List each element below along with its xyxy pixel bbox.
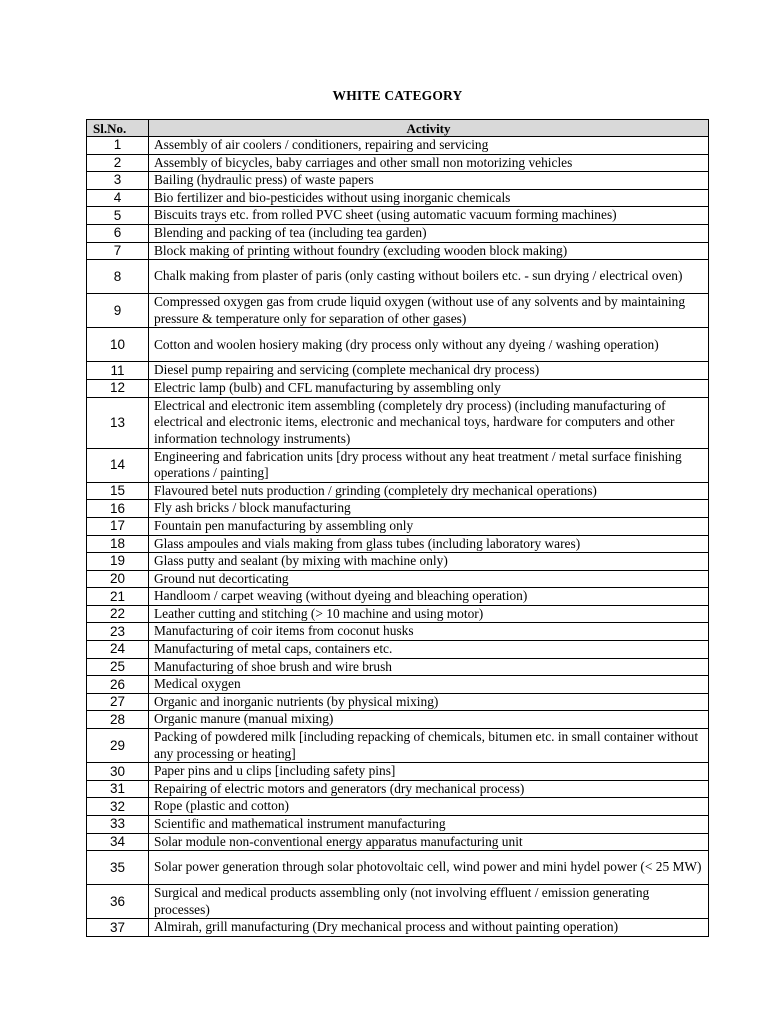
cell-sl-no: 10 bbox=[87, 328, 149, 362]
table-row bbox=[87, 588, 709, 606]
table-body bbox=[87, 137, 709, 937]
table-row bbox=[87, 763, 709, 781]
cell-activity: Assembly of bicycles, baby carriages and other small non motorizing vehicles bbox=[149, 154, 709, 172]
cell-sl-no: 11 bbox=[87, 362, 149, 380]
cell-activity: Electrical and electronic item assembling (completely dry process) (including manufacturing of electrical and electronic items, electronic and mechanical toys, hardware for computers and other information technology instruments) bbox=[149, 397, 709, 448]
cell-activity: Fountain pen manufacturing by assembling only bbox=[149, 517, 709, 535]
table-row bbox=[87, 729, 709, 763]
table-row bbox=[87, 137, 709, 155]
activity-table bbox=[86, 119, 709, 937]
table-row bbox=[87, 379, 709, 397]
cell-sl-no: 1 bbox=[87, 137, 149, 155]
cell-sl-no: 34 bbox=[87, 833, 149, 851]
table-row bbox=[87, 482, 709, 500]
table-row bbox=[87, 517, 709, 535]
table-row bbox=[87, 605, 709, 623]
cell-activity: Block making of printing without foundry (excluding wooden block making) bbox=[149, 242, 709, 260]
cell-activity: Leather cutting and stitching (> 10 machine and using motor) bbox=[149, 605, 709, 623]
table-row bbox=[87, 780, 709, 798]
cell-activity: Almirah, grill manufacturing (Dry mechanical process and without painting operation) bbox=[149, 919, 709, 937]
cell-sl-no: 32 bbox=[87, 798, 149, 816]
cell-sl-no: 19 bbox=[87, 553, 149, 571]
cell-activity: Paper pins and u clips [including safety pins] bbox=[149, 763, 709, 781]
cell-sl-no: 28 bbox=[87, 711, 149, 729]
cell-sl-no: 36 bbox=[87, 885, 149, 919]
table-row bbox=[87, 242, 709, 260]
cell-activity: Chalk making from plaster of paris (only casting without boilers etc. - sun drying / electrical oven) bbox=[149, 260, 709, 294]
cell-activity: Handloom / carpet weaving (without dyeing and bleaching operation) bbox=[149, 588, 709, 606]
cell-sl-no: 27 bbox=[87, 693, 149, 711]
table-row bbox=[87, 207, 709, 225]
cell-activity: Engineering and fabrication units [dry process without any heat treatment / metal surface finishing operations / painting] bbox=[149, 448, 709, 482]
table-header-row bbox=[87, 120, 709, 137]
cell-sl-no: 12 bbox=[87, 379, 149, 397]
table-row bbox=[87, 623, 709, 641]
table-row bbox=[87, 798, 709, 816]
header-sl-no: Sl.No. bbox=[87, 120, 149, 137]
header-activity: Activity bbox=[149, 120, 709, 137]
cell-sl-no: 37 bbox=[87, 919, 149, 937]
cell-sl-no: 21 bbox=[87, 588, 149, 606]
table-row bbox=[87, 833, 709, 851]
cell-sl-no: 35 bbox=[87, 851, 149, 885]
table-row bbox=[87, 397, 709, 448]
cell-activity: Packing of powdered milk [including repacking of chemicals, bitumen etc. in small container without any processing or heating] bbox=[149, 729, 709, 763]
cell-sl-no: 2 bbox=[87, 154, 149, 172]
cell-sl-no: 8 bbox=[87, 260, 149, 294]
cell-activity: Blending and packing of tea (including tea garden) bbox=[149, 224, 709, 242]
cell-activity: Biscuits trays etc. from rolled PVC sheet (using automatic vacuum forming machines) bbox=[149, 207, 709, 225]
table-row bbox=[87, 328, 709, 362]
table-row bbox=[87, 885, 709, 919]
cell-sl-no: 29 bbox=[87, 729, 149, 763]
cell-sl-no: 14 bbox=[87, 448, 149, 482]
table-row bbox=[87, 535, 709, 553]
cell-sl-no: 9 bbox=[87, 294, 149, 328]
table-row bbox=[87, 658, 709, 676]
cell-activity: Medical oxygen bbox=[149, 676, 709, 694]
cell-sl-no: 16 bbox=[87, 500, 149, 518]
table-row bbox=[87, 693, 709, 711]
table-row bbox=[87, 500, 709, 518]
cell-activity: Rope (plastic and cotton) bbox=[149, 798, 709, 816]
table-row bbox=[87, 260, 709, 294]
cell-sl-no: 5 bbox=[87, 207, 149, 225]
cell-activity: Bailing (hydraulic press) of waste papers bbox=[149, 172, 709, 190]
cell-activity: Diesel pump repairing and servicing (complete mechanical dry process) bbox=[149, 362, 709, 380]
table-row bbox=[87, 362, 709, 380]
cell-sl-no: 26 bbox=[87, 676, 149, 694]
cell-activity: Manufacturing of shoe brush and wire brush bbox=[149, 658, 709, 676]
cell-activity: Manufacturing of metal caps, containers etc. bbox=[149, 641, 709, 659]
cell-sl-no: 31 bbox=[87, 780, 149, 798]
cell-sl-no: 30 bbox=[87, 763, 149, 781]
cell-sl-no: 7 bbox=[87, 242, 149, 260]
cell-activity: Glass putty and sealant (by mixing with machine only) bbox=[149, 553, 709, 571]
table-row bbox=[87, 224, 709, 242]
cell-sl-no: 17 bbox=[87, 517, 149, 535]
cell-activity: Solar power generation through solar photovoltaic cell, wind power and mini hydel power (< 25 MW) bbox=[149, 851, 709, 885]
cell-activity: Glass ampoules and vials making from glass tubes (including laboratory wares) bbox=[149, 535, 709, 553]
cell-sl-no: 20 bbox=[87, 570, 149, 588]
cell-sl-no: 3 bbox=[87, 172, 149, 190]
table-row bbox=[87, 189, 709, 207]
table-row bbox=[87, 570, 709, 588]
table-row bbox=[87, 553, 709, 571]
cell-activity: Fly ash bricks / block manufacturing bbox=[149, 500, 709, 518]
cell-sl-no: 23 bbox=[87, 623, 149, 641]
cell-activity: Assembly of air coolers / conditioners, repairing and servicing bbox=[149, 137, 709, 155]
table-row bbox=[87, 711, 709, 729]
cell-activity: Organic and inorganic nutrients (by physical mixing) bbox=[149, 693, 709, 711]
cell-activity: Solar module non-conventional energy apparatus manufacturing unit bbox=[149, 833, 709, 851]
table-row bbox=[87, 919, 709, 937]
cell-activity: Ground nut decorticating bbox=[149, 570, 709, 588]
table-row bbox=[87, 641, 709, 659]
cell-sl-no: 25 bbox=[87, 658, 149, 676]
cell-sl-no: 33 bbox=[87, 816, 149, 834]
cell-activity: Flavoured betel nuts production / grinding (completely dry mechanical operations) bbox=[149, 482, 709, 500]
cell-activity: Scientific and mathematical instrument manufacturing bbox=[149, 816, 709, 834]
cell-activity: Cotton and woolen hosiery making (dry process only without any dyeing / washing operation) bbox=[149, 328, 709, 362]
table-row bbox=[87, 676, 709, 694]
cell-sl-no: 4 bbox=[87, 189, 149, 207]
cell-activity: Surgical and medical products assembling only (not involving effluent / emission generating processes) bbox=[149, 885, 709, 919]
cell-sl-no: 6 bbox=[87, 224, 149, 242]
cell-sl-no: 13 bbox=[87, 397, 149, 448]
table-row bbox=[87, 816, 709, 834]
table-row bbox=[87, 172, 709, 190]
table-row bbox=[87, 851, 709, 885]
cell-sl-no: 18 bbox=[87, 535, 149, 553]
cell-activity: Organic manure (manual mixing) bbox=[149, 711, 709, 729]
cell-activity: Electric lamp (bulb) and CFL manufacturing by assembling only bbox=[149, 379, 709, 397]
table-row bbox=[87, 154, 709, 172]
cell-sl-no: 22 bbox=[87, 605, 149, 623]
table-row bbox=[87, 294, 709, 328]
document-title: WHITE CATEGORY bbox=[332, 88, 463, 103]
cell-activity: Bio fertilizer and bio-pesticides without using inorganic chemicals bbox=[149, 189, 709, 207]
cell-sl-no: 15 bbox=[87, 482, 149, 500]
table-row bbox=[87, 448, 709, 482]
cell-activity: Repairing of electric motors and generators (dry mechanical process) bbox=[149, 780, 709, 798]
cell-sl-no: 24 bbox=[87, 641, 149, 659]
cell-activity: Manufacturing of coir items from coconut husks bbox=[149, 623, 709, 641]
cell-activity: Compressed oxygen gas from crude liquid oxygen (without use of any solvents and by maintaining pressure & temperature only for separation of other gases) bbox=[149, 294, 709, 328]
